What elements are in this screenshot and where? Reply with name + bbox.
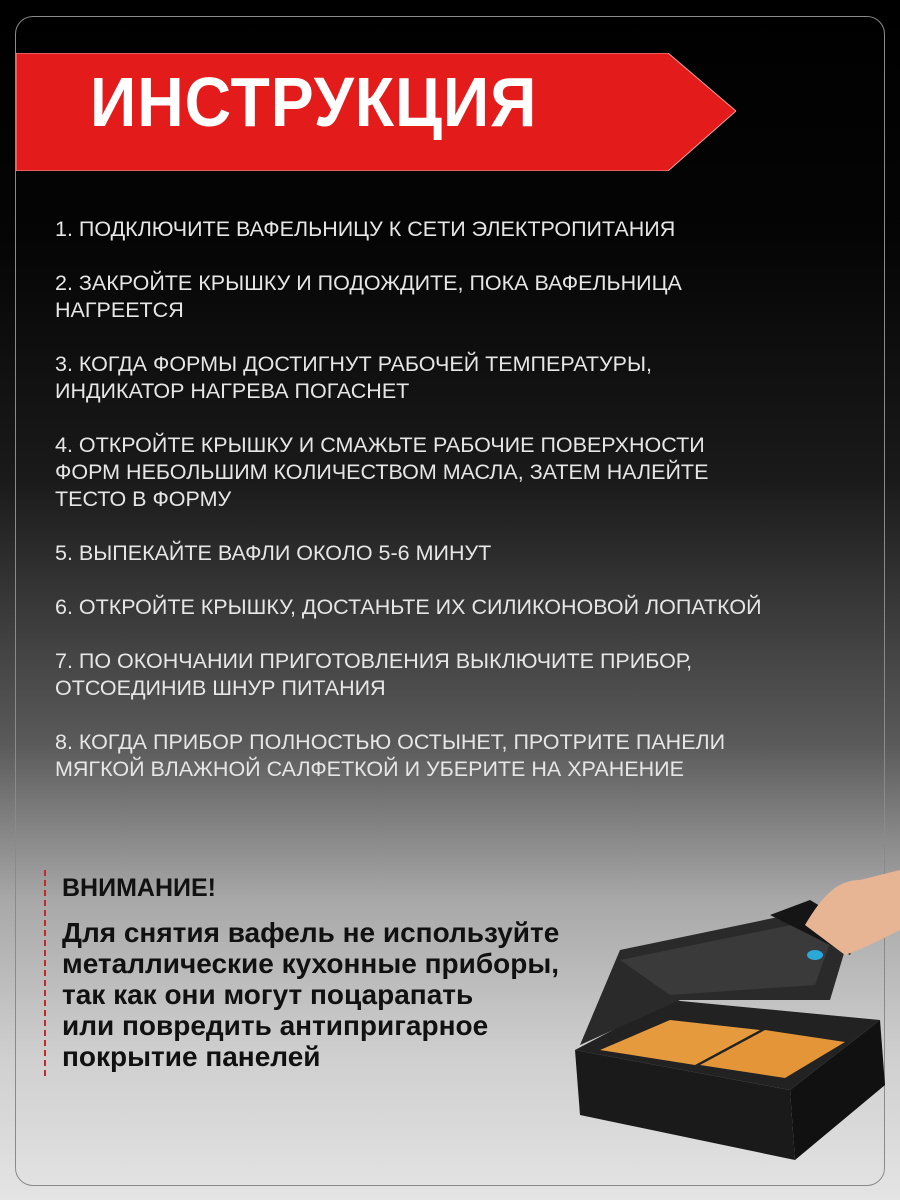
step-item: 2. ЗАКРОЙТЕ КРЫШКУ И ПОДОЖДИТЕ, ПОКА ВАФЕЛЬНИЦА НАГРЕЕТСЯ xyxy=(55,271,682,322)
step-item: 5. ВЫПЕКАЙТЕ ВАФЛИ ОКОЛО 5-6 МИНУТ xyxy=(55,541,492,565)
step-item: 4. ОТКРОЙТЕ КРЫШКУ И СМАЖЬТЕ РАБОЧИЕ ПОВЕРХНОСТИ ФОРМ НЕБОЛЬШИМ КОЛИЧЕСТВОМ МАСЛА, ЗАТЕМ НАЛЕЙТЕ ТЕСТО В ФОРМУ xyxy=(55,433,709,511)
warning-title: ВНИМАНИЕ! xyxy=(62,874,216,902)
warning-block xyxy=(44,870,559,1076)
step-item: 3. КОГДА ФОРМЫ ДОСТИГНУТ РАБОЧЕЙ ТЕМПЕРАТУРЫ, ИНДИКАТОР НАГРЕВА ПОГАСНЕТ xyxy=(55,352,653,403)
step-item: 6. ОТКРОЙТЕ КРЫШКУ, ДОСТАНЬТЕ ИХ СИЛИКОНОВОЙ ЛОПАТКОЙ xyxy=(55,595,762,619)
page-title: ИНСТРУКЦИЯ xyxy=(90,63,538,141)
step-item: 8. КОГДА ПРИБОР ПОЛНОСТЬЮ ОСТЫНЕТ, ПРОТРИТЕ ПАНЕЛИ МЯГКОЙ ВЛАЖНОЙ САЛФЕТКОЙ И УБЕРИТЕ НА ХРАНЕНИЕ xyxy=(55,730,726,781)
warning-text: Для снятия вафель не используйте металлические кухонные приборы, так как они могут поцарапать или повредить антипригарное покрытие панелей xyxy=(62,917,560,1072)
step-item: 1. ПОДКЛЮЧИТЕ ВАФЕЛЬНИЦУ К СЕТИ ЭЛЕКТРОПИТАНИЯ xyxy=(55,217,676,241)
step-item: 7. ПО ОКОНЧАНИИ ПРИГОТОВЛЕНИЯ ВЫКЛЮЧИТЕ ПРИБОР, ОТСОЕДИНИВ ШНУР ПИТАНИЯ xyxy=(55,649,693,700)
waffle-maker-image xyxy=(560,860,900,1180)
instruction-steps xyxy=(55,216,875,810)
